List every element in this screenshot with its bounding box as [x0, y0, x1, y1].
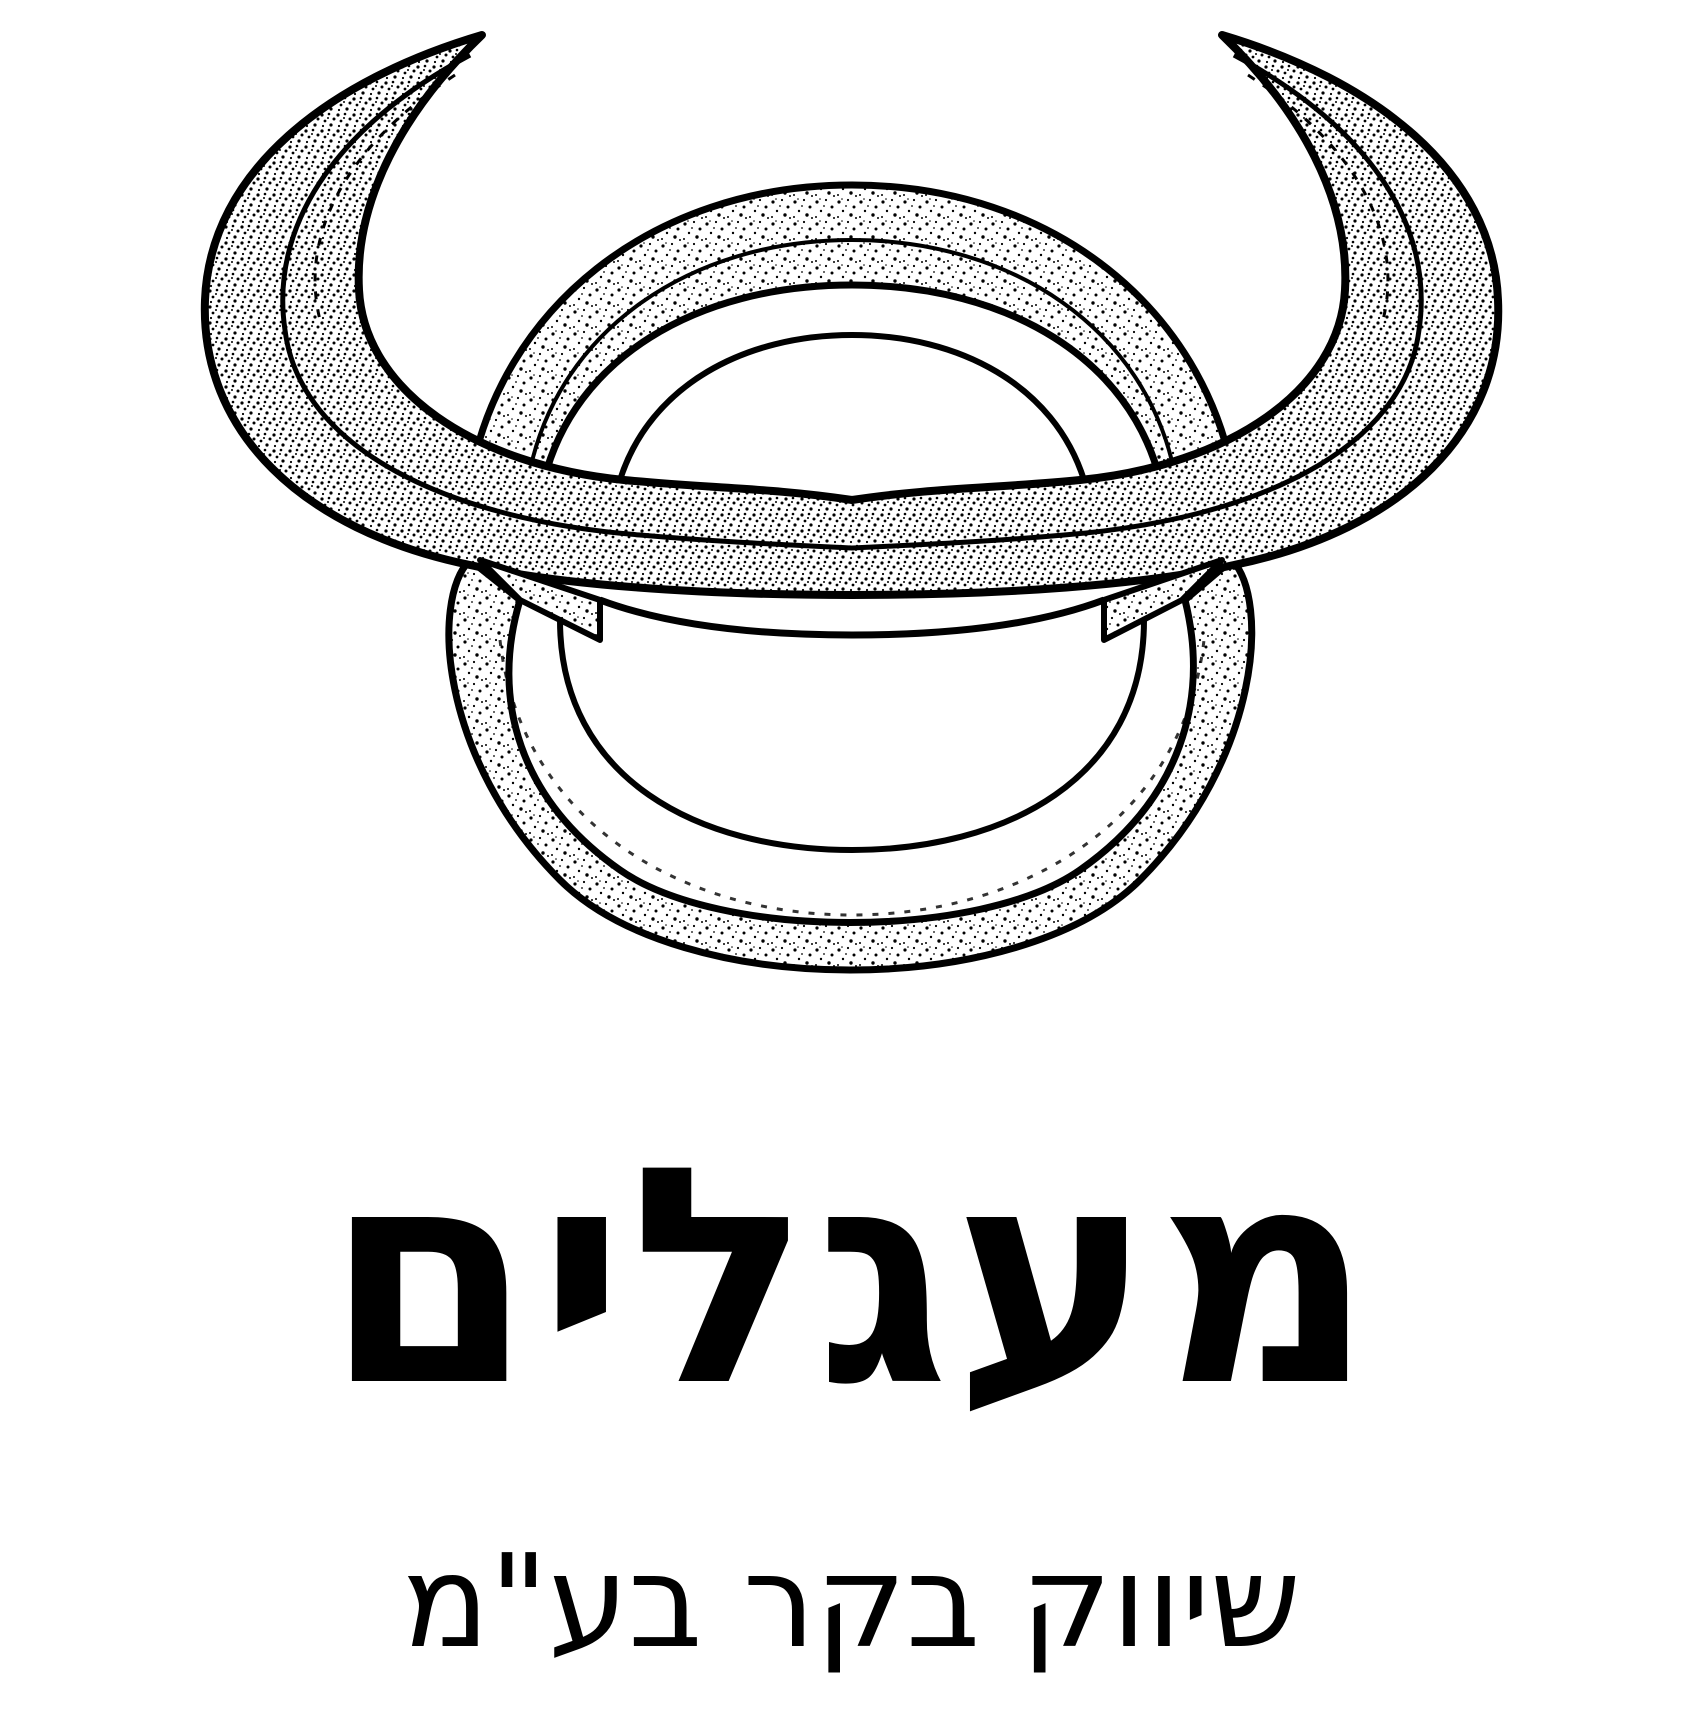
brand-name: מעגלים [324, 1103, 1379, 1452]
brand-tagline: שיווק בקר בע"מ [402, 1528, 1301, 1677]
upper-ring [470, 185, 1234, 480]
